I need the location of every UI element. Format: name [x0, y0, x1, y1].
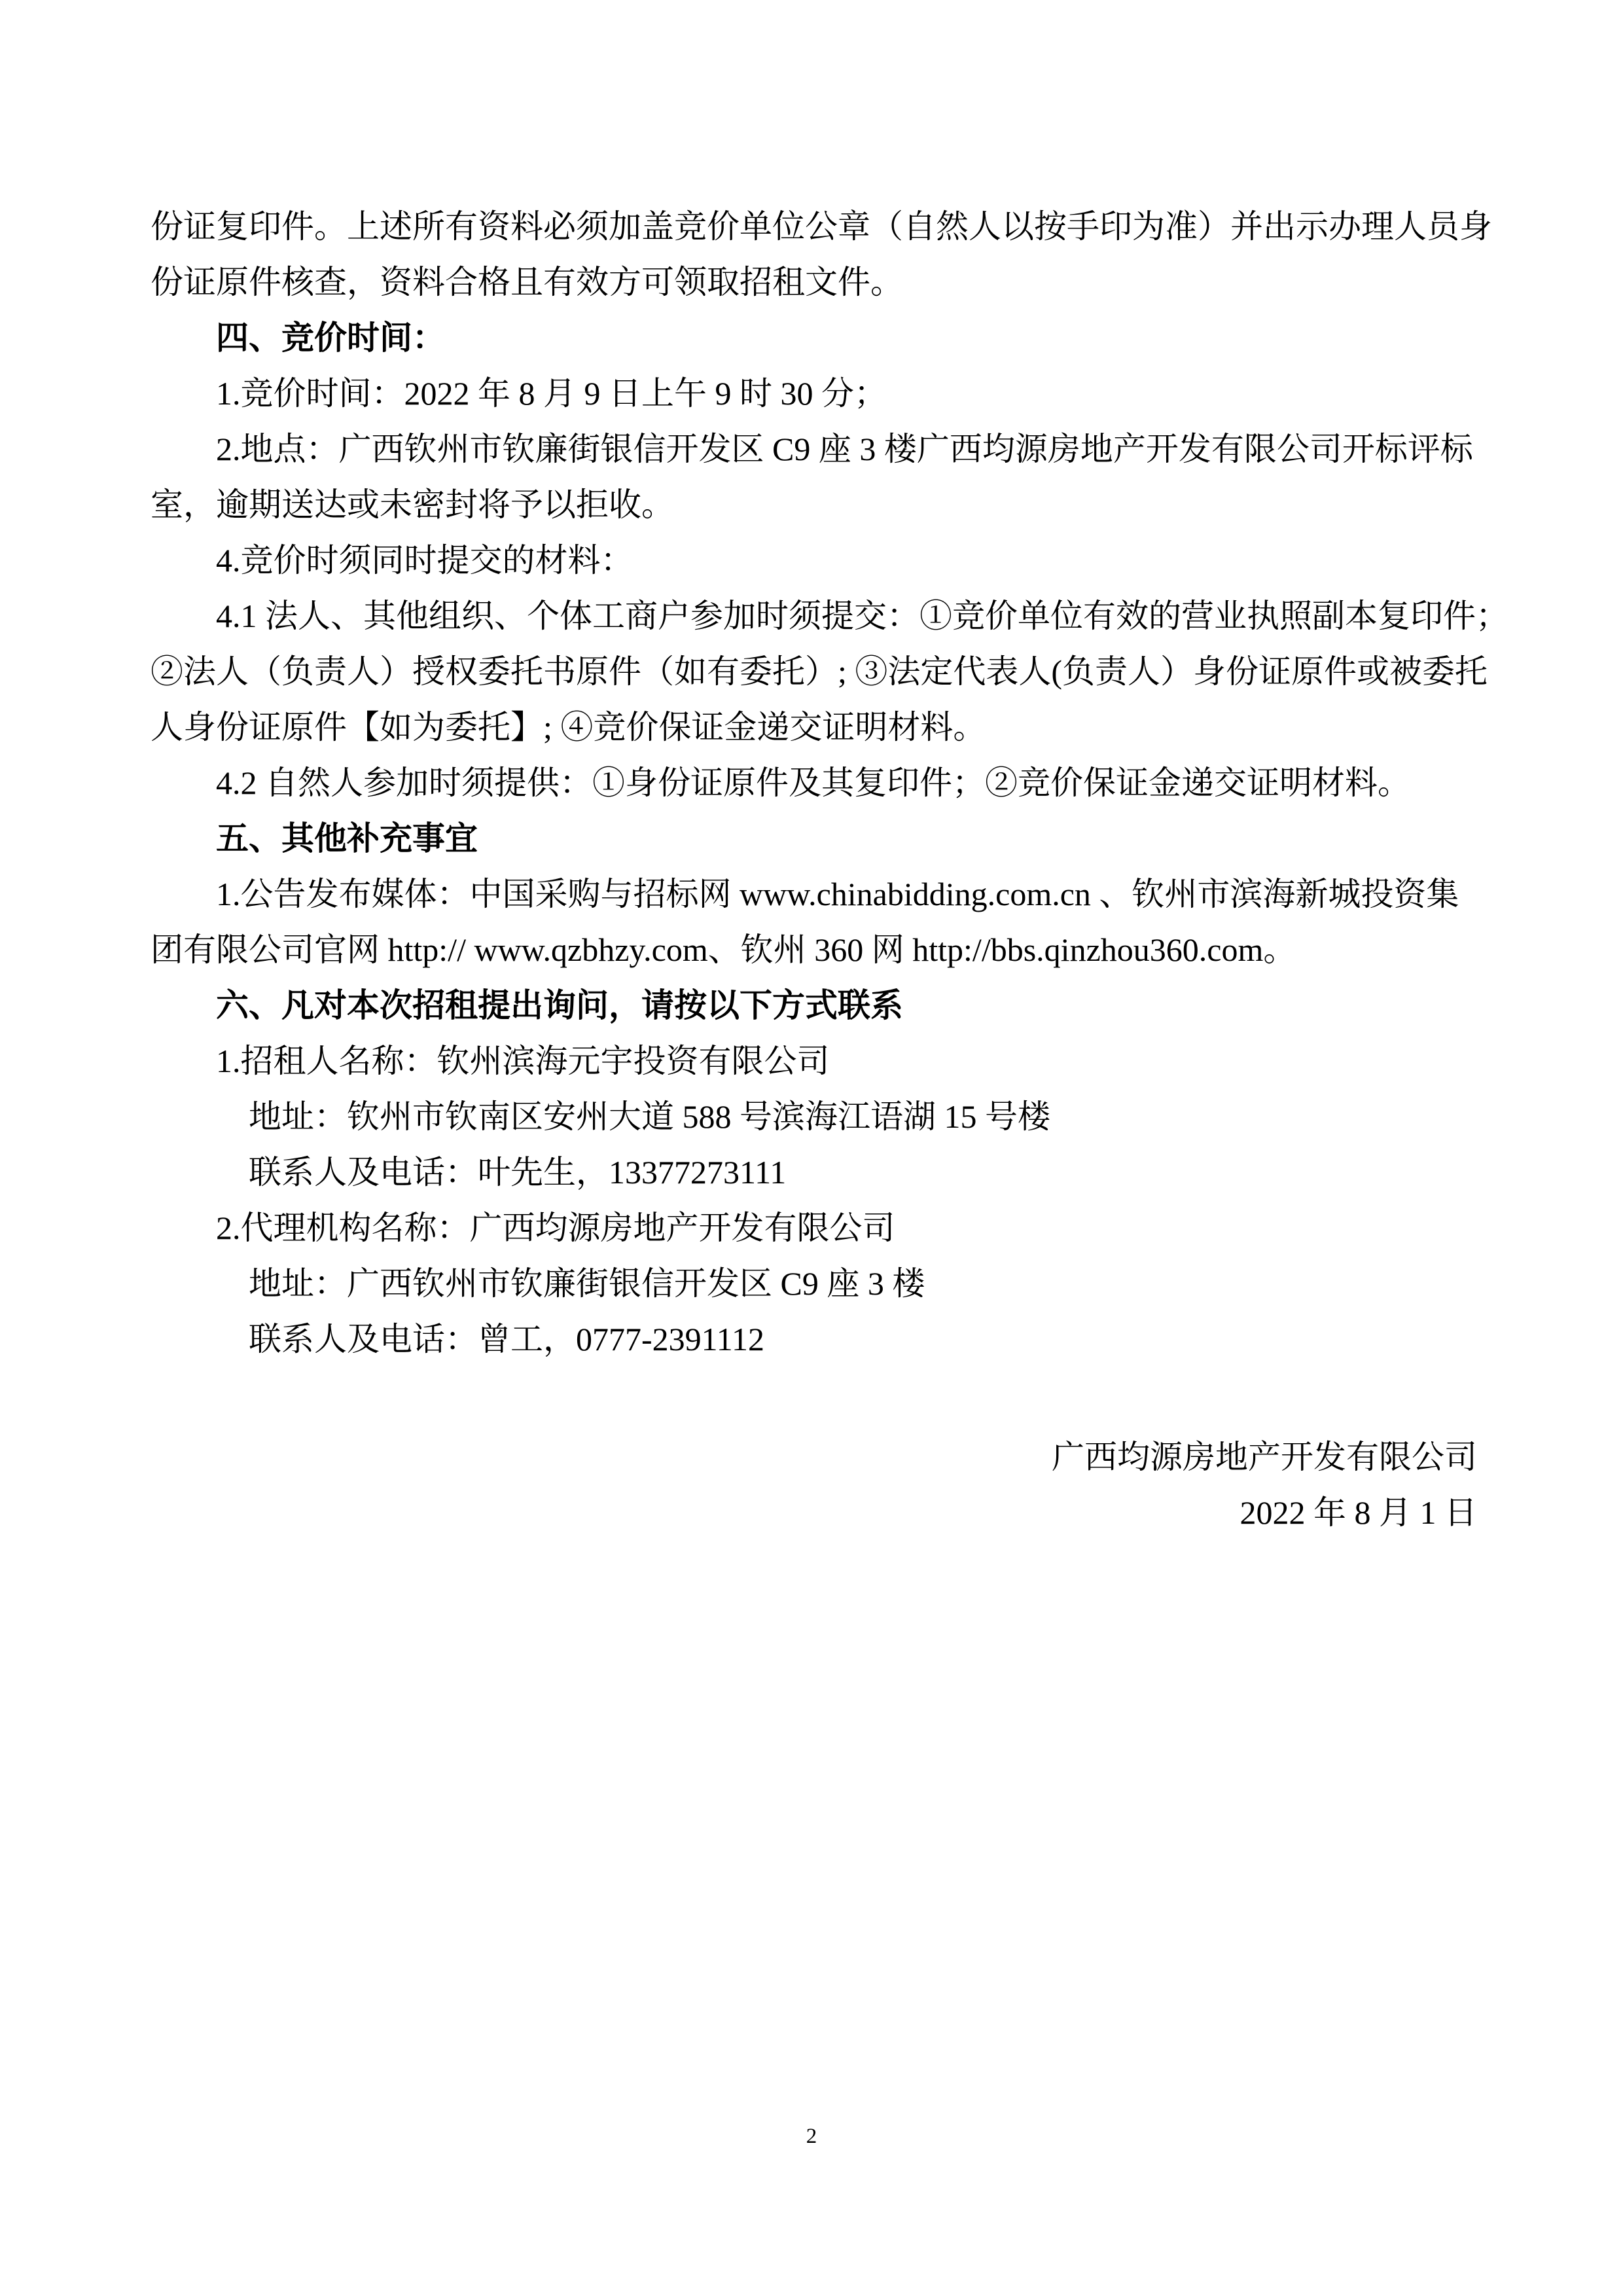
item-announcement-media: 1.公告发布媒体：中国采购与招标网 www.chinabidding.com.cn 、钦州市滨海新城投资集 [216, 876, 1459, 912]
page-number: 2 [806, 2125, 817, 2148]
item-materials-legal-person-continued: ②法人（负责人）授权委托书原件（如有委托）; ③法定代表人(负责人）身份证原件或被委托 [151, 653, 1488, 690]
item-materials: 4.竞价时须同时提交的材料： [216, 542, 633, 579]
item-materials-legal-person-continued: 人身份证原件【如为委托】; ④竞价保证金递交证明材料。 [151, 709, 986, 745]
item-bidding-time: 1.竞价时间：2022 年 8 月 9 日上午 9 时 30 分； [216, 375, 887, 412]
section-heading-contact: 六、凡对本次招租提出询问，请按以下方式联系 [216, 987, 903, 1024]
section-heading-bidding-time: 四、竞价时间： [216, 319, 445, 356]
item-materials-legal-person: 4.1 法人、其他组织、个体工商户参加时须提交：①竞价单位有效的营业执照副本复印件； [216, 598, 1508, 634]
item-agency-address: 地址：广西钦州市钦廉街银信开发区 C9 座 3 楼 [249, 1265, 925, 1302]
item-materials-natural-person: 4.2 自然人参加时须提供：①身份证原件及其复印件；②竞价保证金递交证明材料。 [216, 764, 1410, 801]
item-location: 2.地点：广西钦州市钦廉街银信开发区 C9 座 3 楼广西均源房地产开发有限公司开标评标 [216, 431, 1473, 467]
item-lessor-name: 1.招租人名称：钦州滨海元宇投资有限公司 [216, 1043, 830, 1079]
body-text-line: 份证原件核查，资料合格且有效方可领取招租文件。 [151, 264, 903, 300]
signature-company: 广西均源房地产开发有限公司 [1052, 1439, 1477, 1475]
signature-date: 2022 年 8 月 1 日 [1240, 1494, 1477, 1531]
item-agency-contact: 联系人及电话：曾工，0777-2391112 [249, 1321, 764, 1357]
item-agency-name: 2.代理机构名称：广西均源房地产开发有限公司 [216, 1210, 895, 1246]
item-location-continued: 室，逾期送达或未密封将予以拒收。 [151, 486, 674, 523]
item-announcement-media-continued: 团有限公司官网 http:// www.qzbhzy.com、钦州 360 网 http://bbs.qinzhou360.com。 [151, 931, 1296, 968]
section-heading-supplementary: 五、其他补充事宜 [216, 820, 478, 857]
body-text-line: 份证复印件。上述所有资料必须加盖竞价单位公章（自然人以按手印为准）并出示办理人员身 [151, 208, 1492, 245]
item-lessor-address: 地址：钦州市钦南区安州大道 588 号滨海江语湖 15 号楼 [249, 1098, 1050, 1135]
document-body [151, 199, 1508, 1541]
signature-block [151, 1429, 1493, 1541]
item-lessor-contact: 联系人及电话：叶先生，13377273111 [249, 1154, 787, 1191]
